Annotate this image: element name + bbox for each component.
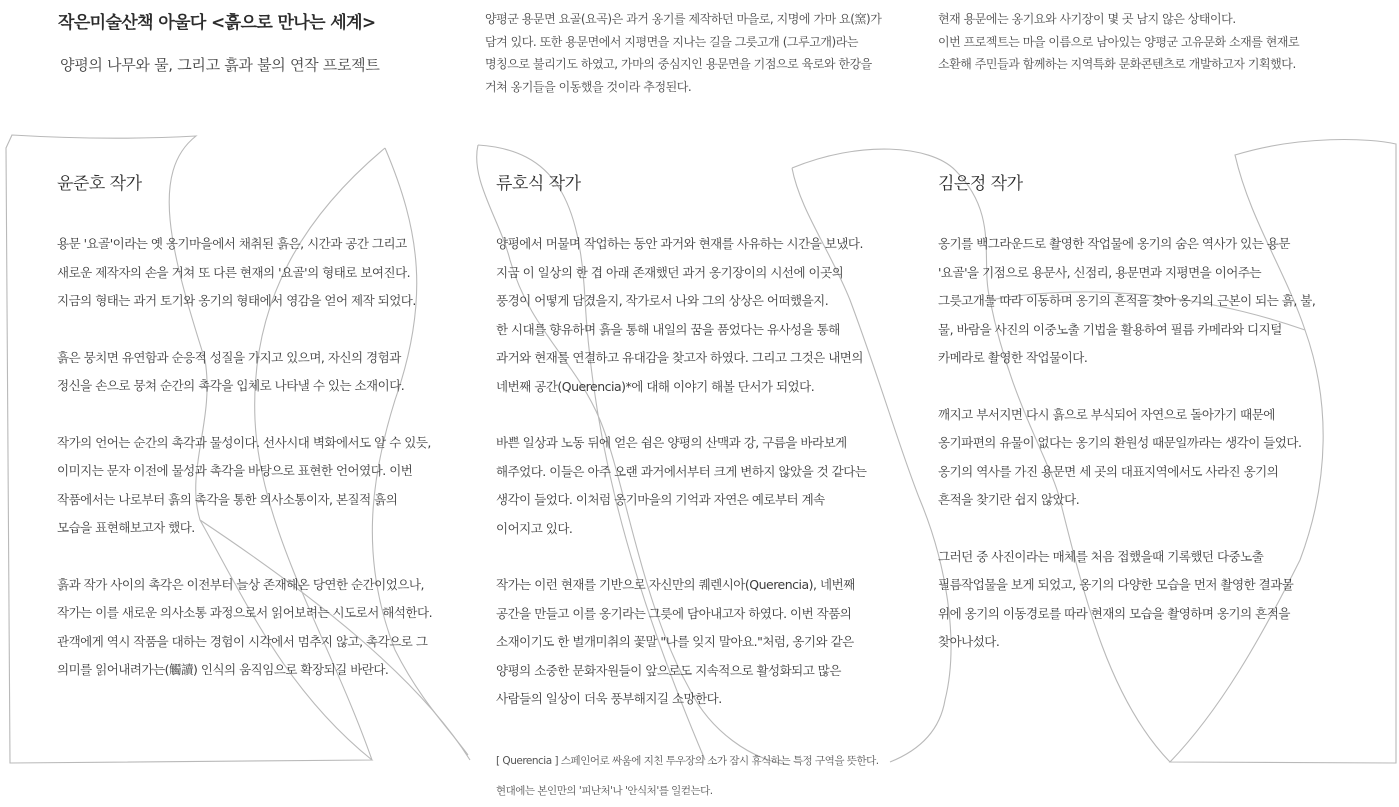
artist-name: 류호식 작가 <box>496 174 581 194</box>
paragraph-line: 사람들의 일상이 더욱 풍부해지길 소망한다. <box>496 691 722 706</box>
paragraph-line: 그러던 중 사진이라는 매체를 처음 접했을때 기록했던 다중노출 <box>938 548 1264 564</box>
paragraph-line: 흙과 작가 사이의 촉각은 이전부터 늘상 존재해온 당연한 순간이었으나, <box>57 576 424 592</box>
paragraph-line: 위에 옹기의 이동경로를 따라 현재의 모습을 촬영하며 옹기의 흔적을 <box>938 605 1290 621</box>
artist-paragraph <box>57 571 432 685</box>
artist-name: 윤준호 작가 <box>57 174 142 194</box>
intro-line: 명칭으로 불리기도 하였고, 가마의 중심지인 용문면을 기점으로 육로와 한강을 <box>485 57 872 71</box>
paragraph-line: 관객에게 역시 작품을 대하는 경험이 시각에서 멈추지 않고, 촉각으로 그 <box>57 633 428 649</box>
paragraph-line: 찾아나섰다. <box>938 634 1000 649</box>
paragraph-line: 양평에서 머물며 작업하는 동안 과거와 현재를 사유하는 시간을 보냈다. <box>496 236 863 251</box>
paragraph-line: 그릇고개를 따라 이동하며 옹기의 흔적을 찾아 옹기의 근본이 되는 흙, 불, <box>938 293 1316 308</box>
paragraph-line: 이어지고 있다. <box>496 520 573 536</box>
paragraph-line: 생각이 들었다. 이처럼 옹기마을의 기억과 자연은 예로부터 계속 <box>496 492 825 507</box>
intro-line: 현재 용문에는 옹기요와 사기장이 몇 곳 남지 않은 상태이다. <box>938 12 1236 26</box>
paragraph-line: 카메라로 촬영한 작업물이다. <box>938 350 1088 365</box>
paragraph-line: 풍경이 어떻게 담겼을지, 작가로서 나와 그의 상상은 어떠했을지. <box>496 293 829 308</box>
paragraph-line: 이미지는 문자 이전에 물성과 촉각을 바탕으로 표현한 언어였다. 이번 <box>57 463 413 478</box>
footnote-line: [ Querencia ] 스페인어로 싸움에 지친 투우장의 소가 잠시 휴식하는 특정 구역을 뜻한다. <box>496 755 879 767</box>
intro-line: 소환해 주민들과 함께하는 지역특화 문화콘텐츠로 개발하고자 기획했다. <box>938 57 1296 71</box>
paragraph-line: '요골'을 기점으로 용문사, 신점리, 용문면과 지평면을 이어주는 <box>938 264 1262 280</box>
paragraph-line: 공간을 만들고 이를 옹기라는 그릇에 담아내고자 하였다. 이번 작품의 <box>496 605 852 621</box>
intro-text-left <box>485 8 881 98</box>
paragraph-line: 정신을 손으로 뭉쳐 순간의 촉각을 입체로 나타낼 수 있는 소재이다. <box>57 378 405 393</box>
paragraph-line: 지금의 형태는 과거 토기와 옹기의 형태에서 영감을 얻어 제작 되었다. <box>57 293 416 308</box>
page-subtitle: 양평의 나무와 물, 그리고 흙과 불의 연작 프로젝트 <box>60 56 380 74</box>
artist-paragraph <box>938 543 1315 657</box>
paragraph-line: 옹기의 역사를 가진 용문면 세 곳의 대표지역에서도 사라진 옹기의 <box>938 463 1279 479</box>
paragraph-line: 작품에서는 나로부터 흙의 촉각을 통한 의사소통이자, 본질적 흙의 <box>57 491 398 507</box>
paragraph-line: 바쁜 일상과 노동 뒤에 얻은 쉼은 양평의 산맥과 강, 구름을 바라보게 <box>496 435 847 450</box>
paragraph-line: 옹기파편의 유물이 없다는 옹기의 환원성 때문일까라는 생각이 들었다. <box>938 435 1302 450</box>
intro-line: 담겨 있다. 또한 용문면에서 지평면을 지나는 길을 그릇고개 (그루고개)라는 <box>485 34 859 49</box>
footnote-line: 현대에는 본인만의 '피난처'나 '안식처'를 일컫는다. <box>496 785 713 797</box>
paragraph-line: 흙은 뭉치면 유연함과 순응적 성질을 가지고 있으며, 자신의 경험과 <box>57 349 401 365</box>
paragraph-line: 의미를 읽어내려가는(觸讀) 인식의 움직임으로 확장되길 바란다. <box>57 662 389 677</box>
paragraph-line: 모습을 표현해보고자 했다. <box>57 520 195 535</box>
querencia-footnote <box>496 746 879 806</box>
paragraph-line: 흔적을 찾기란 쉽지 않았다. <box>938 492 1080 507</box>
artist-section-yoon <box>57 172 432 713</box>
paragraph-line: 깨지고 부서지면 다시 흙으로 부식되어 자연으로 돌아가기 때문에 <box>938 406 1275 422</box>
paragraph-line: 소재이기도 한 벌개미취의 꽃말 "나를 잊지 말아요."처럼, 옹기와 같은 <box>496 634 854 649</box>
artist-name: 김은정 작가 <box>938 174 1023 194</box>
intro-line: 양평군 용문면 요골(요곡)은 과거 옹기를 제작하던 마을로, 지명에 가마 요(窯)가 <box>485 12 882 26</box>
artist-paragraph <box>938 401 1315 515</box>
paragraph-line: 작가는 이를 새로운 의사소통 과정으로서 읽어보려는 시도로서 해석한다. <box>57 605 433 620</box>
artist-paragraph <box>496 429 866 543</box>
paragraph-line: 양평의 소중한 문화자원들이 앞으로도 지속적으로 활성화되고 많은 <box>496 662 841 678</box>
artist-section-ryu <box>496 172 866 742</box>
paragraph-line: 필름작업물을 보게 되었고, 옹기의 다양한 모습을 먼저 촬영한 결과물 <box>938 577 1294 592</box>
artist-paragraph <box>57 429 432 543</box>
artist-paragraph <box>57 230 432 316</box>
paragraph-line: 작가의 언어는 순간의 촉각과 물성이다. 선사시대 벽화에서도 알 수 있듯, <box>57 434 431 450</box>
paragraph-line: 용문 '요골'이라는 옛 옹기마을에서 채취된 흙은, 시간과 공간 그리고 <box>57 236 407 251</box>
paragraph-line: 해주었다. 이들은 아주 오랜 과거에서부터 크게 변하지 않았을 것 같다는 <box>496 463 867 479</box>
paragraph-line: 물, 바람을 사진의 이중노출 기법을 활용하여 필름 카메라와 디지털 <box>938 321 1282 337</box>
paragraph-line: 네번째 공간(Querencia)*에 대해 이야기 해볼 단서가 되었다. <box>496 378 815 394</box>
paragraph-line: 옹기를 백그라운드로 촬영한 작업물에 옹기의 숨은 역사가 있는 용문 <box>938 236 1290 251</box>
intro-line: 거쳐 옹기들을 이동했을 것이라 추정된다. <box>485 79 692 94</box>
paragraph-line: 과거와 현재를 연결하고 유대감을 찾고자 하였다. 그리고 그것은 내면의 <box>496 350 863 365</box>
artist-paragraph <box>496 230 866 401</box>
artist-paragraph <box>938 230 1315 373</box>
paragraph-line: 한 시대를 향유하며 흙을 통해 내일의 꿈을 품었다는 유사성을 통해 <box>496 321 840 337</box>
paragraph-line: 지금 이 일상의 한 겹 아래 존재했던 과거 옹기장이의 시선에 이곳의 <box>496 264 844 280</box>
paragraph-line: 작가는 이런 현재를 기반으로 자신만의 퀘렌시아(Querencia), 네번째 <box>496 577 855 592</box>
artist-paragraph <box>496 571 866 714</box>
intro-text-right <box>938 8 1299 76</box>
artist-section-kim <box>938 172 1315 685</box>
paragraph-line: 새로운 제작자의 손을 거쳐 또 다른 현재의 '요골'의 형태로 보여진다. <box>57 264 411 280</box>
intro-line: 이번 프로젝트는 마을 이름으로 남아있는 양평군 고유문화 소재를 현재로 <box>938 34 1300 49</box>
page-title: 작은미술산책 아울다 <흙으로 만나는 세계> <box>58 13 376 33</box>
artist-paragraph <box>57 344 432 401</box>
